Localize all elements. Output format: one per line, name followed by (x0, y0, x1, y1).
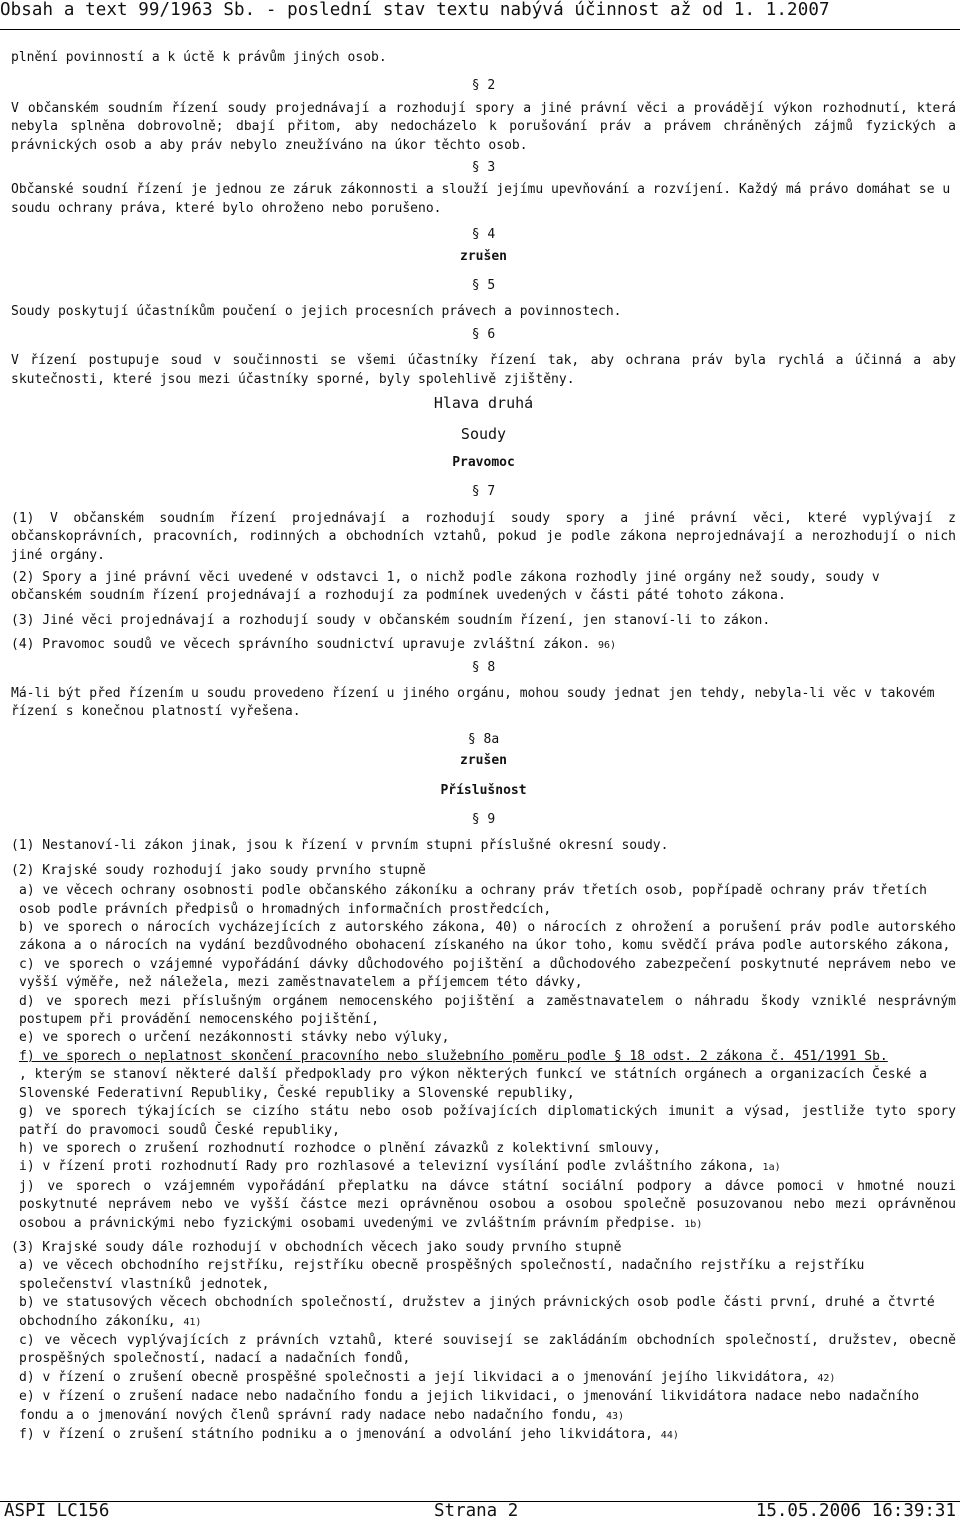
header-title: Obsah a text 99/1963 Sb. - poslední stav textu nabývá účinnost až od 1. 1.2007 (0, 0, 830, 20)
part-title: Hlava druhá (433, 394, 534, 413)
section-9-3-item-b-text: b) ve statusových věcech obchodních společností, družstev a jiných právnických osob podle části první, druhé a čtvrté obchodního zákoníku, (19, 1295, 935, 1329)
section-5-text: Soudy poskytují účastníkům poučení o jejich procesních právech a povinnostech. (11, 304, 622, 320)
section-4-heading: § 4 (471, 227, 496, 243)
section-9-3-item-d (11, 1369, 956, 1388)
section-6-heading: § 6 (471, 326, 496, 342)
section-7-para-4-text: (4) Pravomoc soudů ve věcech správního soudnictví upravuje zvláštní zákon. (11, 637, 591, 653)
header-divider (0, 29, 960, 30)
section-9-item-e: e) ve sporech o určení nezákonnosti stávky nebo výluky, (19, 1030, 450, 1046)
section-9-3-item-b (11, 1294, 956, 1332)
section-9-item-h: h) ve sporech o zrušení rozhodnutí rozhodce o plnění závazků z kolektivní smlouvy, (19, 1140, 661, 1156)
section-9-item-j (11, 1178, 956, 1234)
section-8a-status: zrušen (460, 753, 507, 769)
section-2-text: V občanském soudním řízení soudy projednávají a rozhodují spory a jiné právní věci a provádějí výkon rozhodnutí, která nebyla splněna dobrovolně; dbají přitom, aby nedocházelo k porušování práv a právem chráněných zájmů fyzických a právnických osob a aby práv nebylo zneužíváno na úkor těchto osob. (11, 100, 956, 153)
section-9-3-item-a: a) ve věcech obchodního rejstříku, rejstříku obecně prospěšných společností, nadačního rejstříku a rejstříku společenství vlastníků jednotek, (19, 1258, 865, 1292)
page-footer (0, 1501, 960, 1521)
section-9-item-c: c) ve sporech o vzájemné vypořádání dávky důchodového pojištění a důchodového zabezpečení poskytnuté neprávem nebo ve vyšší výměře, než náležela, mezi zaměstnavatelem a příjemcem této dávky, (19, 956, 956, 991)
page-number: Strana 2 (434, 1501, 519, 1521)
footer-source: ASPI LC156 (4, 1501, 110, 1521)
footnote-ref: 44) (660, 1430, 679, 1441)
section-8-heading: § 8 (471, 659, 496, 675)
section-9-3-item-f-text: f) v řízení o zrušení státního podniku a o jmenování a odvolání jeho likvidátora, (19, 1427, 653, 1442)
footnote-ref: 1b) (684, 1218, 703, 1230)
footnote-ref: 42) (817, 1372, 836, 1384)
footer-timestamp: 15.05.2006 16:39:31 (755, 1501, 956, 1521)
page-header (0, 0, 960, 24)
section-7-para-2: (2) Spory a jiné právní věci uvedené v odstavci 1, o nichž podle zákona rozhodly jiné orgány než soudy, soudy v občanském soudním řízení projednávají a rozhodují za podmínek uvedených v části páté tohoto zákona. (11, 569, 880, 604)
section-9-3-item-f (11, 1426, 956, 1445)
section-2-heading: § 2 (471, 78, 496, 94)
section-9-3-item-d-text: d) v řízení o zrušení obecně prospěšné společnosti a její likvidaci a o jmenování jejího likvidátora, (19, 1369, 810, 1385)
section-9-item-i (11, 1158, 956, 1177)
intro-text: plnění povinností a k úctě k právům jiných osob. (11, 50, 387, 65)
footnote-ref: 43) (606, 1410, 625, 1422)
section-9-para-1: (1) Nestanoví-li zákon jinak, jsou k řízení v prvním stupni příslušné okresní soudy. (11, 838, 669, 854)
subheading-pravomoc: Pravomoc (452, 454, 515, 470)
section-9-para-3: (3) Krajské soudy dále rozhodují v obchodních věcech jako soudy prvního stupně (11, 1239, 622, 1255)
document-body (11, 49, 956, 1445)
section-8-text: Má-li být před řízením u soudu provedeno řízení u jiného orgánu, mohou soudy jednat jen tehdy, nebyla-li věc v takovém řízení s konečnou platností vyřešena. (11, 685, 935, 720)
section-9-para-2: (2) Krajské soudy rozhodují jako soudy prvního stupně (11, 862, 426, 878)
section-7-para-4 (11, 636, 956, 655)
section-9-item-f-cont: , kterým se stanoví některé další předpoklady pro výkon některých funkcí ve státních orgánech a organizacích České a Slovenské Federativní Republiky, České republiky a Slovenské republiky, (19, 1067, 927, 1101)
section-3-heading: § 3 (471, 160, 496, 176)
section-9-3-item-e (11, 1388, 956, 1426)
section-9-item-j-text: j) ve sporech o vzájemném vypořádání přeplatku na dávce státní sociální podpory a dávce pomoci v hmotné nouzi poskytnuté neprávem nebo ve vyšší částce mezi oprávněnou osobou a osobou společně posuzovanou nebo mezi oprávněnou osobou a právnickými nebo fyzickými osobami uvedenými ve zvláštním právním předpise. (19, 1178, 956, 1231)
section-5-heading: § 5 (471, 278, 496, 294)
section-9-item-g: g) ve sporech týkajících se cizího státu nebo osob požívajících diplomatických imunit a výsad, jestliže tyto spory patří do pravomoci soudů České republiky, (19, 1104, 956, 1138)
footnote-ref: 41) (183, 1316, 202, 1328)
footnote-ref: 96) (598, 640, 617, 652)
section-7-para-1: (1) V občanském soudním řízení projednávají a rozhodují soudy spory a jiné právní věci, které vyplývají z občanskoprávních, pracovních, rodinných a obchodních vztahů, pokud je podle zákona neprojednávají a nerozhodují o nich jiné orgány. (11, 510, 956, 563)
section-8a-heading: § 8a (467, 731, 500, 747)
law-reference-link[interactable]: f) ve sporech o neplatnost skončení pracovního nebo služebního poměru podle § 18 odst. 2 zákona č. 451/1991 Sb. (19, 1048, 888, 1064)
section-9-item-d: d) ve sporech mezi příslušným orgánem nemocenského pojištění a zaměstnavatelem o náhradu škody vzniklé nesprávným postupem při provádění nemocenského pojištění, (19, 993, 956, 1028)
section-4-status: zrušen (460, 248, 507, 264)
section-3-text: Občanské soudní řízení je jednou ze záruk zákonnosti a slouží jejímu upevňování a rozvíjení. Každý má právo domáhat se u soudu ochrany práva, které bylo ohroženo nebo porušeno. (11, 182, 951, 216)
section-9-heading: § 9 (471, 812, 496, 827)
section-7-para-3: (3) Jiné věci projednávají a rozhodují soudy v občanském soudním řízení, jen stanoví-li to zákon. (11, 612, 771, 628)
section-9-item-a: a) ve věcech ochrany osobnosti podle občanského zákoníku a ochrany práv třetích osob, popřípadě ochrany práv třetích osob podle právních předpisů o hromadných informačních prostředcích, (19, 883, 927, 917)
section-6-text: V řízení postupuje soud v součinnosti se všemi účastníky řízení tak, aby ochrana práv byla rychlá a účinná a aby skutečnosti, které jsou mezi účastníky sporné, byly spolehlivě zjištěny. (11, 353, 956, 387)
section-9-item-b: b) ve sporech o nárocích vycházejících z autorského zákona, 40) o nárocích z ohrožení a porušení práv podle autorského zákona a o nárocích na vydání bezdůvodného obohacení získaného na úkor toho, komu svědčí práva podle autorského zákona, (19, 920, 956, 954)
subheading-prislusnost: Příslušnost (440, 782, 527, 798)
section-9-item-i-text: i) v řízení proti rozhodnutí Rady pro rozhlasové a televizní vysílání podle zvláštního zákona, (19, 1159, 755, 1175)
section-7-heading: § 7 (471, 484, 496, 500)
part-subtitle: Soudy (460, 424, 507, 443)
section-9-3-item-e-text: e) v řízení o zrušení nadace nebo nadačního fondu a jejich likvidaci, o jmenování likvidátora nadace nebo nadačního fondu a o jmenování nových členů správní rady nadace nebo nadačního fondu, (19, 1389, 920, 1423)
section-9-3-item-c: c) ve věcech vyplývajících z právních vztahů, které souvisejí se zakládáním obchodních společností, družstev, obecně prospěšných společností, nadací a nadačních fondů, (19, 1332, 956, 1367)
footnote-ref: 1a) (762, 1162, 781, 1174)
